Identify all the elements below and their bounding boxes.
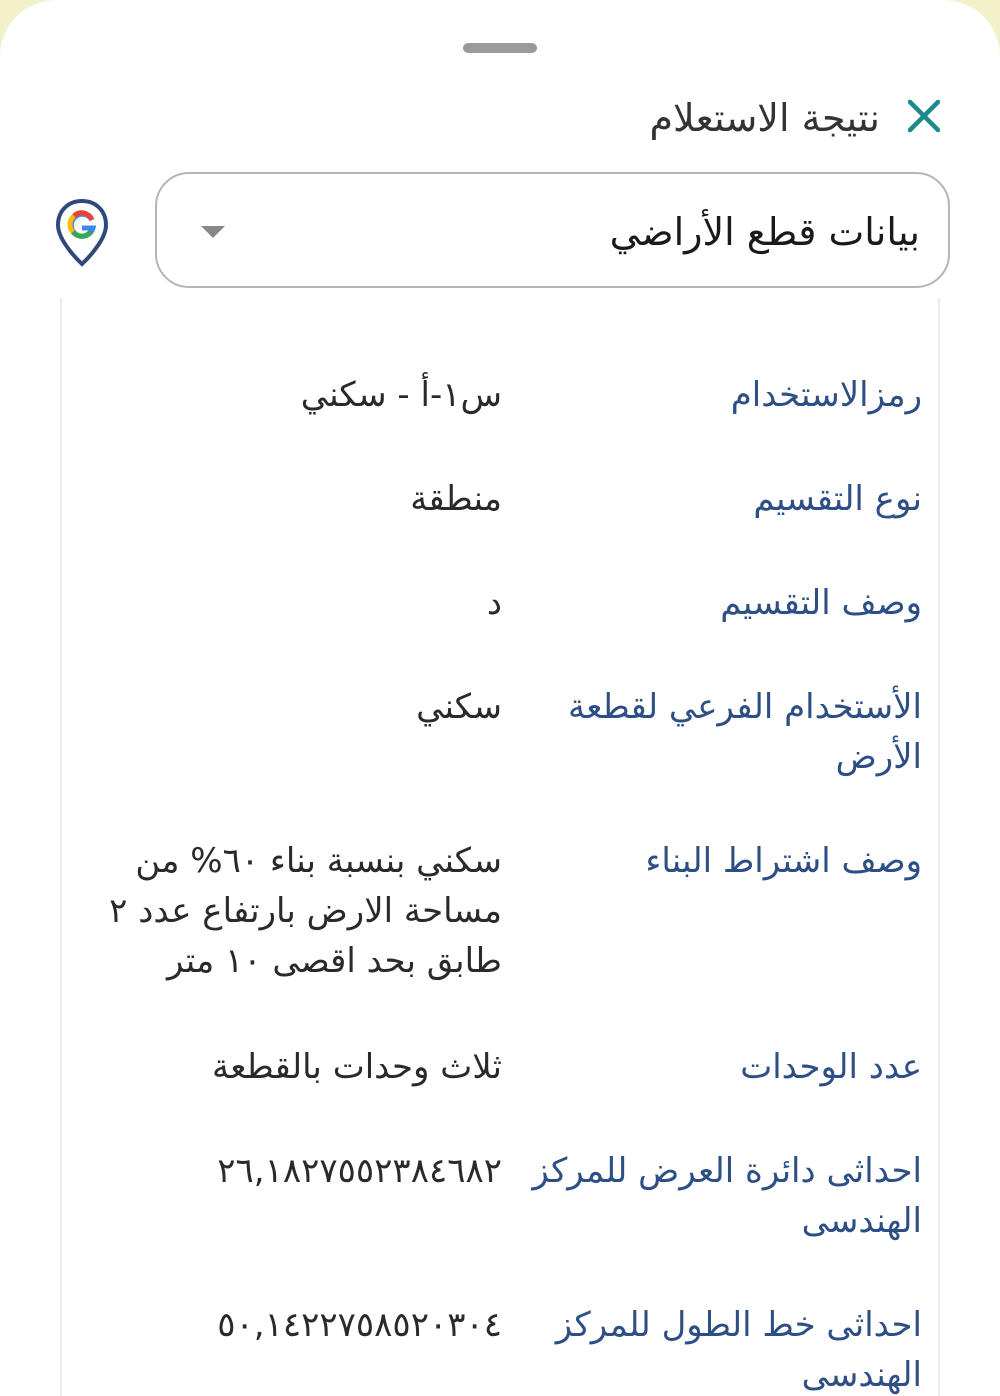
drag-handle[interactable]	[463, 43, 537, 53]
row-label: وصف التقسيم	[720, 583, 922, 623]
layer-select[interactable]	[155, 172, 950, 288]
row-label: وصف اشتراط البناء	[645, 841, 922, 881]
row-value: س١-أ - سكني	[300, 375, 502, 415]
row-value: د	[486, 583, 502, 623]
row-label: رمزالاستخدام	[730, 375, 922, 415]
close-button[interactable]	[898, 92, 950, 144]
row-value: سكني بنسبة بناء ٦٠% من مساحة الارض بارتفاع عدد ٢ طابق بحد اقصى ١٠ متر	[109, 841, 502, 981]
row-label: احداثى دائرة العرض للمركز الهندسى	[532, 1151, 922, 1241]
close-icon	[904, 96, 944, 140]
row-label: عدد الوحدات	[740, 1047, 922, 1087]
row-value: سكني	[416, 687, 502, 727]
google-maps-button[interactable]	[54, 198, 110, 268]
row-value: منطقة	[410, 479, 502, 519]
google-maps-pin-icon	[54, 253, 110, 272]
row-label: نوع التقسيم	[753, 479, 922, 519]
sheet-title: نتيجة الاستعلام	[649, 96, 880, 140]
row-value: ٢٦,١٨٢٧٥٥٢٣٨٤٦٨٢	[217, 1151, 502, 1191]
row-label: احداثى خط الطول للمركز الهندسى	[555, 1305, 922, 1395]
row-label: الأستخدام الفرعي لقطعة الأرض	[568, 687, 922, 777]
layer-select-value: بيانات قطع الأراضي	[609, 210, 920, 254]
row-value: ثلاث وحدات بالقطعة	[211, 1047, 502, 1087]
row-value: ٥٠,١٤٢٢٧٥٨٥٢٠٣٠٤	[217, 1305, 502, 1345]
result-panel[interactable]	[60, 298, 940, 1396]
chevron-down-icon	[201, 226, 225, 238]
